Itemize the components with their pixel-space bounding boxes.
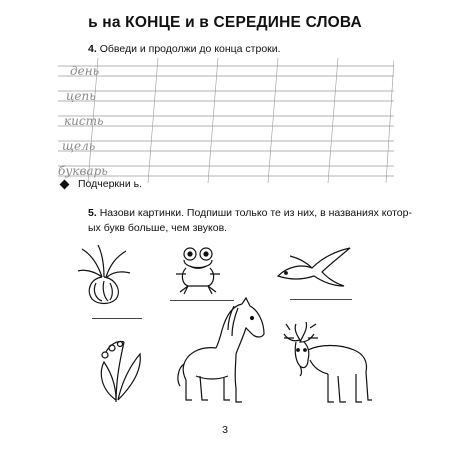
lily-of-the-valley-icon [92,330,148,404]
task-5-number: 5. [88,207,97,219]
horse-icon [176,296,272,408]
onion-icon [72,243,134,305]
answer-line-onion[interactable] [92,318,142,319]
task-5-instruction [88,206,428,236]
task-5-line-2: ых букв больше, чем звуков. [88,222,228,234]
page-number: 3 [222,424,228,436]
copy-word-2: цепь [66,89,96,103]
task-5-line-1: Назови картинки. Подпиши только те из них, в названиях котор- [99,207,412,219]
copy-word-5: букварь [58,164,108,178]
page-title: ь на КОНЦЕ и в СЕРЕДИНЕ СЛОВА [88,14,362,31]
copy-word-4: щель [62,139,96,153]
answer-line-swallow[interactable] [290,299,352,300]
task-4-number: 4. [88,43,97,55]
copy-word-1: день [70,64,100,78]
subtask-text: Подчеркни ь. [78,178,142,190]
handwriting-ruling [58,58,394,183]
task-4-text: Обведи и продолжи до конца строки. [99,43,281,55]
swallow-icon [272,246,352,288]
frog-icon [174,244,222,296]
moose-icon [280,320,376,406]
copy-word-3: кисть [64,114,104,128]
task-4-instruction [88,42,281,57]
